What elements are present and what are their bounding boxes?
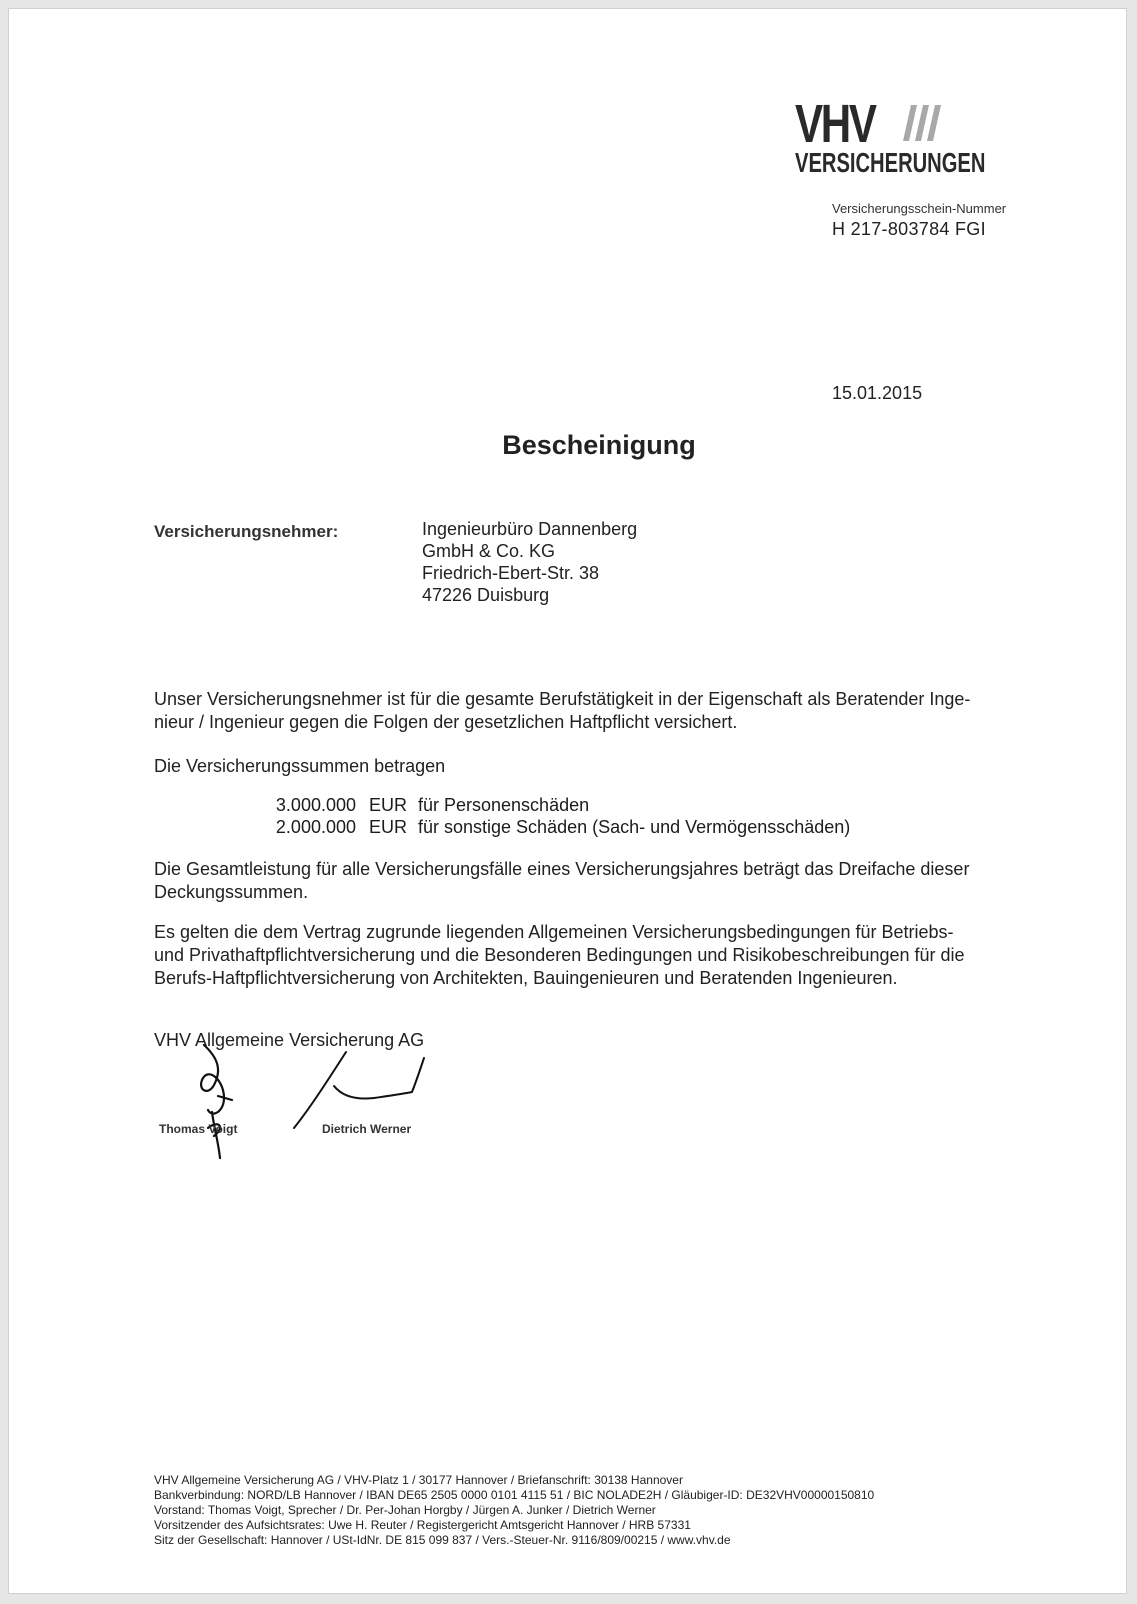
sum-description: für sonstige Schäden (Sach- und Vermögensschäden) [418, 817, 851, 837]
logo-stripes-icon [903, 105, 947, 141]
sum-description: für Personenschäden [418, 795, 590, 815]
policy-number-label: Versicherungsschein-Nummer [832, 201, 1007, 216]
paragraph-line: nieur / Ingenieur gegen die Folgen der gesetzlichen Haftpflicht versichert. [154, 712, 738, 732]
address-line: Friedrich-Ebert-Str. 38 [422, 563, 600, 583]
footer-line: VHV Allgemeine Versicherung AG / VHV-Platz 1 / 30177 Hannover / Briefanschrift: 30138 Hannover [154, 1473, 683, 1487]
footer-line: Bankverbindung: NORD/LB Hannover / IBAN DE65 2505 0000 0101 4115 51 / BIC NOLADE2H / Gläubiger-ID: DE32VHV00000150810 [154, 1488, 875, 1502]
vhv-logo [795, 94, 986, 178]
policyholder-address [422, 518, 637, 606]
address-line: Ingenieurbüro Dannenberg [422, 519, 638, 539]
address-line: GmbH & Co. KG [422, 541, 556, 561]
sum-amount: 2.000.000 [275, 817, 356, 837]
document-title: Bescheinigung [502, 430, 696, 460]
paragraph-line: Deckungssummen. [154, 882, 309, 902]
footer-line: Vorsitzender des Aufsichtsrates: Uwe H. Reuter / Registergericht Amtsgericht Hannover / HRB 57331 [154, 1518, 691, 1532]
paragraph-line: Berufs-Haftpflichtversicherung von Architekten, Bauingenieuren und Beratenden Ingenieuren. [154, 968, 898, 988]
sum-row [154, 795, 954, 818]
policyholder-label: Versicherungsnehmer: [154, 522, 339, 541]
sum-currency: EUR [369, 795, 408, 815]
letter-footer [154, 1473, 874, 1548]
paragraph-line: Unser Versicherungsnehmer ist für die gesamte Berufstätigkeit in der Eigenschaft als Beratender Inge- [154, 689, 971, 709]
footer-line: Vorstand: Thomas Voigt, Sprecher / Dr. Per-Johan Horgby / Jürgen A. Junker / Dietrich Werner [154, 1503, 656, 1517]
policy-number: H 217-803784 FGI [832, 219, 986, 239]
document-page [8, 8, 1127, 1594]
signature-voigt-icon [184, 1040, 244, 1165]
paragraph-line: Die Gesamtleistung für alle Versicherungsfälle eines Versicherungsjahres beträgt das Dreifache dieser [154, 859, 970, 879]
total-paragraph [154, 858, 969, 904]
conditions-paragraph [154, 921, 965, 990]
sums-intro: Die Versicherungssummen betragen [154, 756, 446, 776]
logo-brand: VHV [795, 94, 875, 154]
address-line: 47226 Duisburg [422, 585, 550, 605]
paragraph-line: Es gelten die dem Vertrag zugrunde liegenden Allgemeinen Versicherungsbedingungen für Betriebs- [154, 922, 954, 942]
logo-subtitle: VERSICHERUNGEN [795, 147, 986, 178]
company-name: VHV Allgemeine Versicherung AG [154, 1030, 425, 1050]
paragraph-line: und Privathaftpflichtversicherung und die Besonderen Bedingungen und Risikobeschreibungen für die [154, 945, 965, 965]
footer-line: Sitz der Gesellschaft: Hannover / USt-IdNr. DE 815 099 837 / Vers.-Steuer-Nr. 9116/809/00215 / www.vhv.de [154, 1533, 731, 1547]
intro-paragraph [154, 688, 970, 734]
sum-currency: EUR [369, 817, 408, 837]
document-date: 15.01.2015 [832, 383, 923, 403]
sum-row [154, 817, 954, 840]
sums-table [154, 795, 954, 845]
signer-name: Thomas Voigt [159, 1122, 238, 1136]
sum-amount: 3.000.000 [275, 795, 356, 815]
signer-name: Dietrich Werner [322, 1122, 412, 1136]
signature-block [154, 1030, 474, 1170]
